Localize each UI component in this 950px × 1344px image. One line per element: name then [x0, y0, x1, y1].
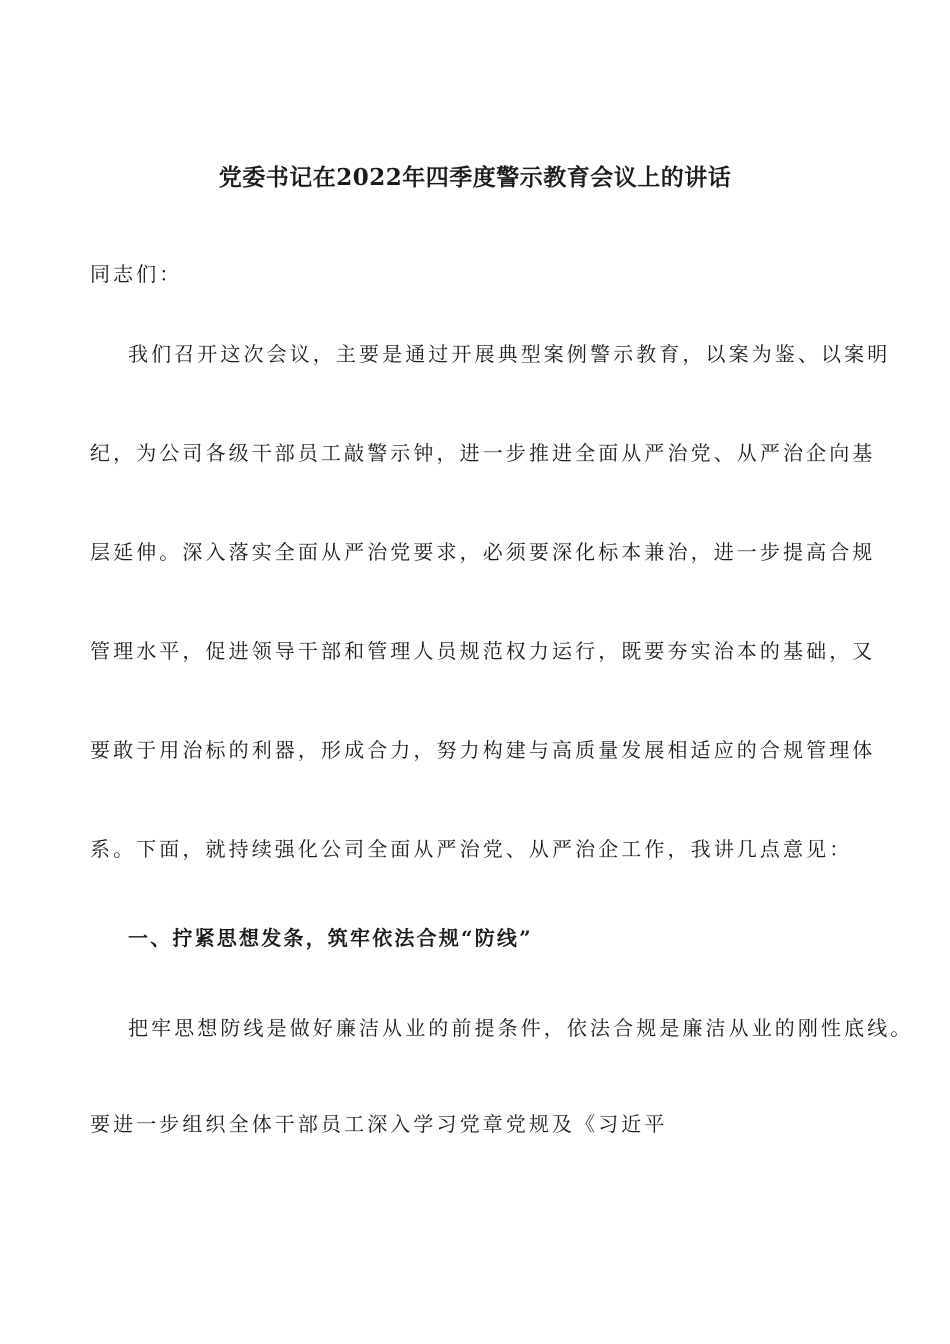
paragraph-line: 把牢思想防线是做好廉洁从业的前提条件，依法合规是廉洁从业的刚性底线。 — [128, 1016, 914, 1040]
document-title: 党委书记在2022年四季度警示教育会议上的讲话 — [218, 164, 732, 191]
paragraph-line: 纪，为公司各级干部员工敲警示钟，进一步推进全面从严治党、从严治企向基 — [90, 441, 876, 465]
paragraph-line: 管理水平，促进领导干部和管理人员规范权力运行，既要夯实治本的基础，又 — [90, 639, 876, 663]
paragraph-line: 层延伸。深入落实全面从严治党要求，必须要深化标本兼治，进一步提高合规 — [90, 540, 876, 564]
section-heading: 一、拧紧思想发条，筑牢依法合规“防线” — [128, 926, 533, 950]
paragraph-line: 我们召开这次会议，主要是通过开展典型案例警示教育，以案为鉴、以案明 — [128, 342, 891, 366]
paragraph-line: 系。下面，就持续强化公司全面从严治党、从严治企工作，我讲几点意见： — [90, 837, 853, 861]
salutation: 同志们： — [90, 262, 183, 286]
paragraph-line: 要进一步组织全体干部员工深入学习党章党规及《习近平 — [90, 1112, 668, 1136]
paragraph-line: 要敢于用治标的利器，形成合力，努力构建与高质量发展相适应的合规管理体 — [90, 738, 876, 762]
